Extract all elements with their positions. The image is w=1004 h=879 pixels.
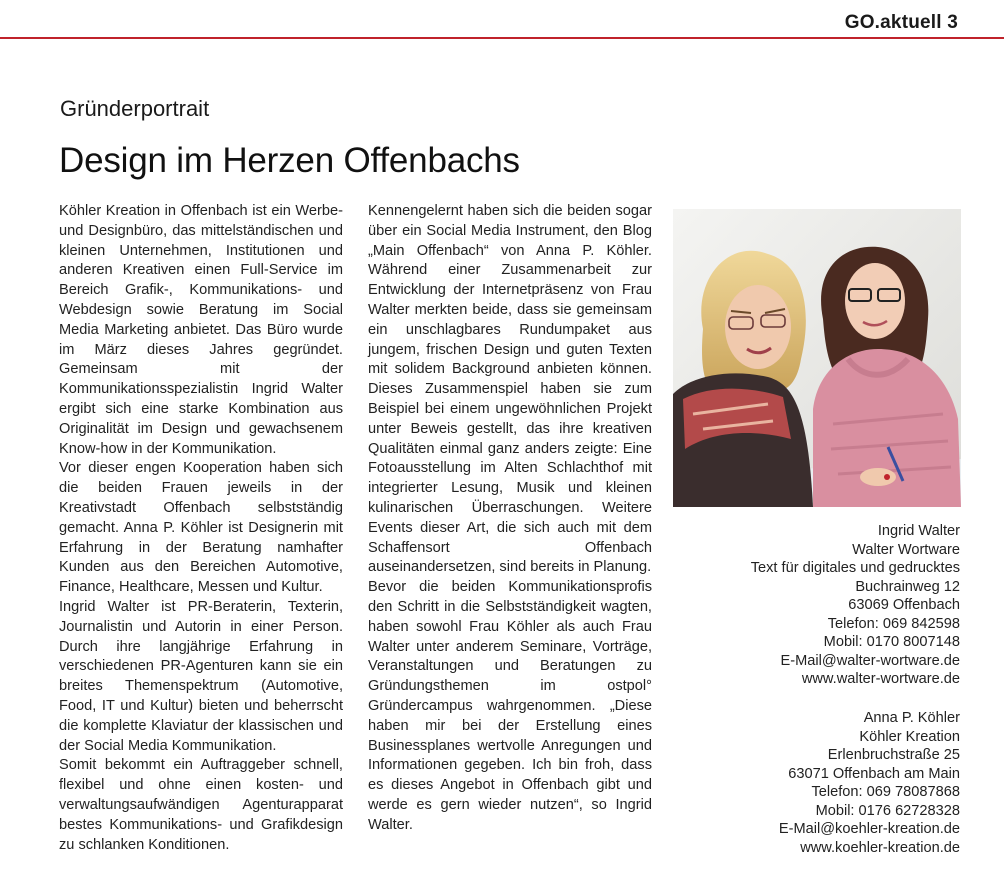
article-column-2: [368, 202, 652, 836]
contact-name: Ingrid Walter: [877, 523, 960, 539]
contact-tagline: Text für digitales und gedrucktes: [750, 560, 960, 576]
paragraph: Vor dieser engen Kooperation haben sich die beiden Frauen jeweils in der Kreativstadt Offenbach selbstständig gemacht. Anna P. Köhler ist Designerin mit Erfahrung in der Beratung namhafter Kunden aus den Bereichen Automotive, Finance, Healthcare, Messen und Kultur.: [59, 460, 343, 596]
contact-block-anna-koehler: [779, 709, 960, 857]
page-header-label: GO.aktuell 3: [844, 12, 958, 33]
article-headline: Design im Herzen Offenbachs: [59, 141, 520, 180]
contact-phone: Telefon: 069 842598: [827, 615, 960, 632]
contact-street: Erlenbruchstraße 25: [827, 747, 960, 763]
contact-website: www.koehler-kreation.de: [800, 839, 960, 856]
contact-mobile: Mobil: 0170 8007148: [823, 634, 960, 650]
contact-name: Anna P. Köhler: [863, 710, 960, 726]
contact-website: www.walter-wortware.de: [801, 671, 960, 687]
contact-mobile: Mobil: 0176 62728328: [815, 802, 960, 819]
article-kicker: Gründerportrait: [60, 96, 210, 121]
contact-company: Walter Wortware: [852, 541, 960, 558]
founders-photo: [673, 209, 961, 507]
contact-email: E-Mail@koehler-kreation.de: [778, 821, 960, 837]
paragraph: Bevor die beiden Kommunikationsprofis den Schritt in die Selbstständigkeit wagten, haben sowohl Frau Köhler als auch Frau Walter unter anderem Seminare, Vorträge, Veranstaltungen und Beratungen zu Gründungsthemen im ostpol° Gründercampus wahrgenommen. „Diese haben mir bei der Erstellung eines Businessplanes wertvolle Anregungen und Informationen gegeben. Ich bin froh, dass es dieses Angebot in Offenbach gibt und werde es gern wieder nutzen“, so Ingrid Walter.: [368, 579, 652, 833]
contact-block-ingrid-walter: [751, 522, 960, 689]
contact-street: Buchrainweg 12: [855, 578, 960, 595]
header-rule: [0, 37, 1004, 39]
paragraph: Somit bekommt ein Auftraggeber schnell, flexibel und ohne einen kosten- und verwaltungsaufwändigen Agenturapparat bestes Kommunikations- und Grafikdesign zu schlanken Konditionen.: [59, 757, 343, 853]
contact-city: 63071 Offenbach am Main: [788, 765, 960, 782]
paragraph: Köhler Kreation in Offenbach ist ein Werbe- und Designbüro, das mittelständischen und kleinen Unternehmen, Institutionen und anderen Kreativen einen Full-Service im Bereich Grafik-, Kommunikations- und Webdesign sowie Beratung im Social Media Marketing anbietet. Das Büro wurde im März dieses Jahres gegründet. Gemeinsam mit der Kommunikationsspezialistin Ingrid Walter ergibt sich eine starke Kombination aus Originalität im Design und gewachsenem Know-how in der Kommunikation.: [59, 203, 343, 457]
contact-company: Köhler Kreation: [859, 728, 960, 745]
paragraph: Ingrid Walter ist PR-Beraterin, Texterin, Journalistin und Autorin in einer Person. Durch ihre langjährige Erfahrung in verschiedenen PR-Agenturen kann sie ein breites Themenspektrum (Automotive, Food, IT und Kultur) bieten und beherrscht die komplette Klaviatur der klassischen und der Social Media Kommunikation.: [59, 598, 343, 754]
paragraph: Kennengelernt haben sich die beiden sogar über ein Social Media Instrument, den Blog „Main Offenbach“ von Anna P. Köhler. Während einer Zusammenarbeit zur Entwicklung der Internetpräsenz von Frau Walter merkten beide, dass sie gemeinsam ein unschlagbares Rundumpaket aus jungem, frischen Design und guten Texten mit solidem Background anbieten können. Dieses Zusammenspiel haben sie zum Beispiel bei einem ungewöhnlichen Projekt unter Beweis gestellt, das ihre kreativen Qualitäten einmal ganz anders zeigte: Eine Fotoausstellung im Alten Schlachthof mit integrierter Lesung, Musik und kleinen kulinarischen Überraschungen. Weitere Events dieser Art, die sich auch mit dem Schaffensort Offenbach auseinandersetzen, sind bereits in Planung.: [368, 203, 652, 576]
contact-email: E-Mail@walter-wortware.de: [780, 652, 960, 669]
article-column-1: [59, 202, 343, 855]
contact-city: 63069 Offenbach: [848, 597, 960, 613]
contact-phone: Telefon: 069 78087868: [811, 784, 960, 800]
